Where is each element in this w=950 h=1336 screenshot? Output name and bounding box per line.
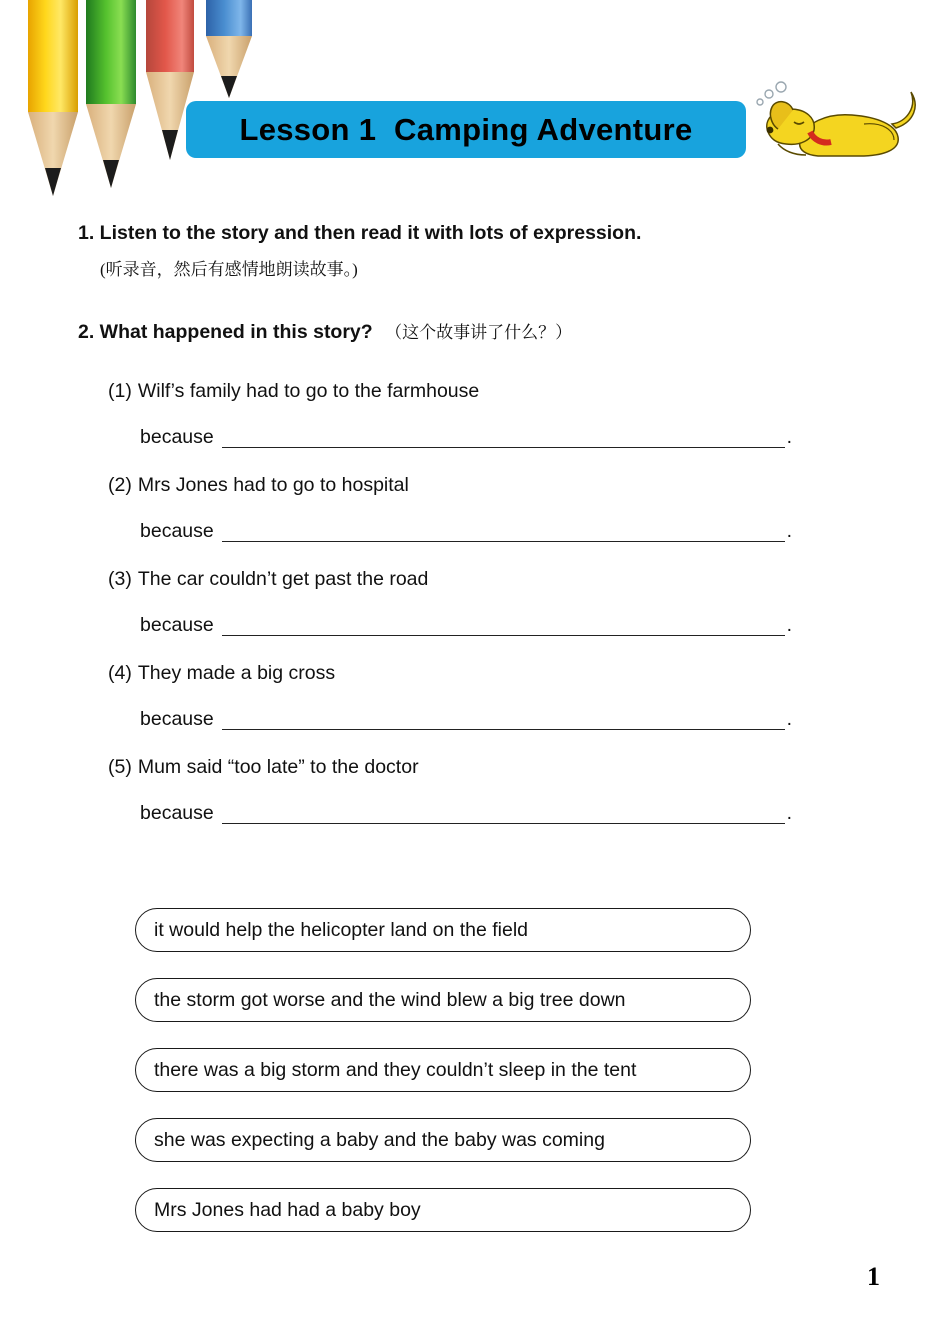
answer-option-4 [135,1118,751,1162]
because-label: because [140,520,214,542]
because-line [140,706,792,732]
question-list [108,378,792,848]
pencil-blue [206,0,252,98]
answer-blank [222,612,785,636]
answer-option-text: Mrs Jones had had a baby boy [154,1198,421,1221]
because-line [140,800,792,826]
task-1-text-en: 1. Listen to the story and then read it with lots of expression. [78,222,642,244]
question-item-3 [108,566,792,638]
lesson-title: Lesson 1 Camping Adventure [239,111,693,147]
answer-option-1 [135,908,751,952]
question-number: (1) [108,380,132,402]
question-text: They made a big cross [137,662,336,684]
task-1-text-zh: (听录音，然后有感情地朗读故事。) [100,260,358,279]
question-number: (5) [108,756,132,778]
question-number: (4) [108,662,132,684]
task-1 [78,220,888,280]
question-number: (2) [108,474,132,496]
answer-option-text: she was expecting a baby and the baby was coming [154,1128,605,1151]
period: . [786,802,792,824]
period: . [786,708,792,730]
dog-illustration [748,78,928,166]
question-item-4 [108,660,792,732]
question-text: Mrs Jones had to go to hospital [137,474,409,496]
answer-blank [222,424,785,448]
question-text: The car couldn’t get past the road [137,568,429,590]
question-text: Mum said “too late” to the doctor [137,756,419,778]
answer-blank [222,706,785,730]
period: . [786,426,792,448]
question-item-1 [108,378,792,450]
period: . [786,520,792,542]
question-item-2 [108,472,792,544]
answer-blank [222,518,785,542]
page-number: 1 [867,1262,880,1291]
because-line [140,612,792,638]
because-label: because [140,708,214,730]
because-label: because [140,802,214,824]
pencil-yellow [28,0,78,196]
task-2-text-zh: （这个故事讲了什么？） [385,323,573,342]
question-item-5 [108,754,792,826]
because-line [140,518,792,544]
answer-option-text: it would help the helicopter land on the field [154,918,529,941]
answer-option-2 [135,978,751,1022]
answer-options [135,908,751,1232]
answer-option-text: the storm got worse and the wind blew a big tree down [154,988,626,1011]
answer-blank [222,800,785,824]
pencil-green [86,0,136,188]
because-label: because [140,614,214,636]
period: . [786,614,792,636]
task-2 [78,318,888,345]
answer-option-text: there was a big storm and they couldn’t sleep in the tent [154,1058,637,1081]
question-number: (3) [108,568,132,590]
question-text: Wilf’s family had to go to the farmhouse [137,380,480,402]
because-line [140,424,792,450]
task-2-text-en: 2. What happened in this story? [78,321,373,343]
title-banner [186,101,746,158]
answer-option-3 [135,1048,751,1092]
answer-option-5 [135,1188,751,1232]
because-label: because [140,426,214,448]
